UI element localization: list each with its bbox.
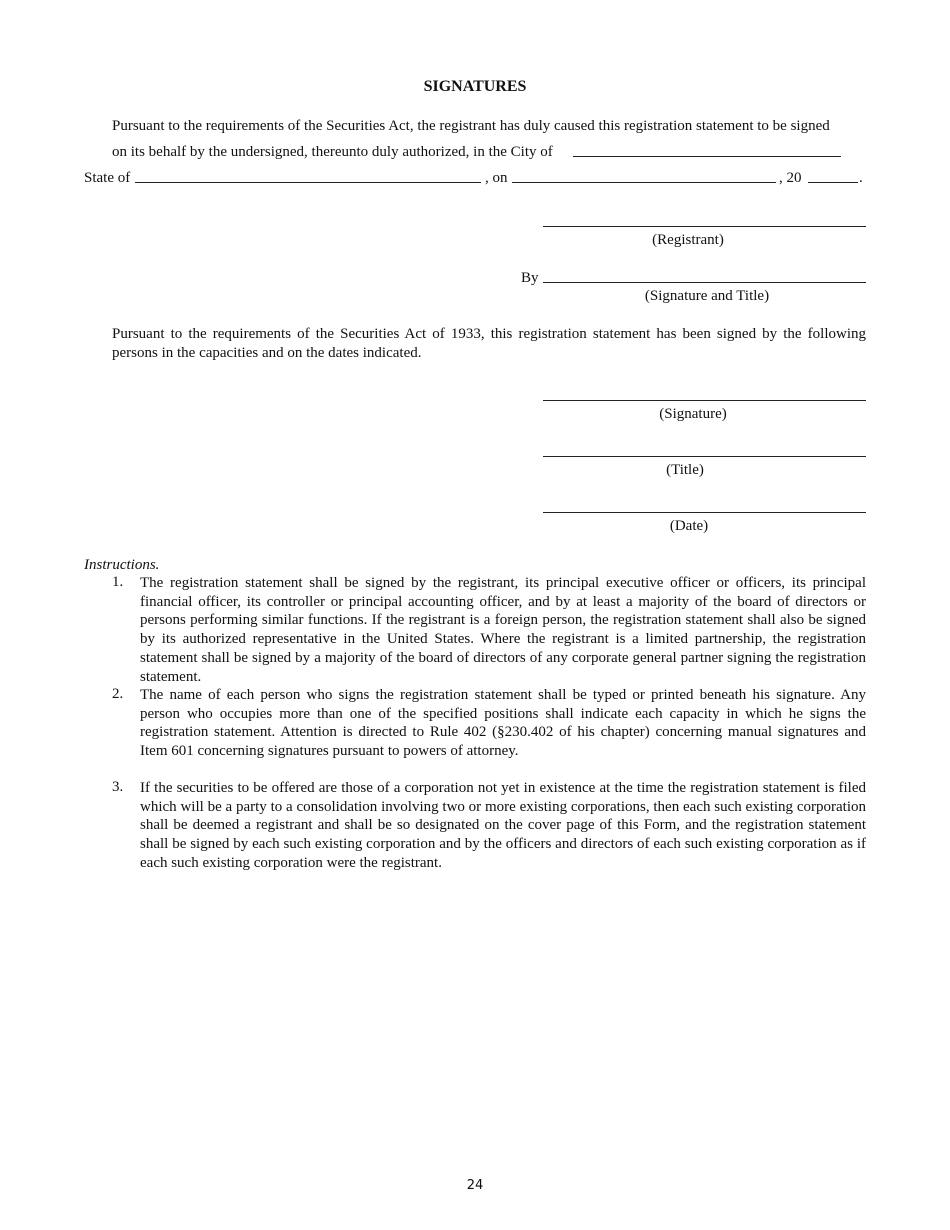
state-label: State of [84,170,131,186]
title-caption: (Title) [666,462,704,478]
intro-line-2: on its behalf by the undersigned, thereunto duly authorized, in the City of [112,144,553,160]
period: . [859,170,863,186]
intro-line-1: Pursuant to the requirements of the Securities Act, the registrant has duly caused this registration statement to be signed [112,118,830,134]
signature-and-title-caption: (Signature and Title) [644,288,770,304]
on-label: , on [485,170,508,186]
signature-and-title-line[interactable] [543,282,866,283]
second-paragraph: Pursuant to the requirements of the Securities Act of 1933, this registration statement has been signed by the following persons in the capacities and on the dates indicated. [112,326,866,361]
by-label: By [521,270,539,286]
instruction-text: The name of each person who signs the registration statement shall be typed or printed beneath his signature. Any person who occupies more than one of the specified positions shall indicate each capacity in which he signs the registration statement. Attention is directed to Rule 402 (§230.402 of his chapter) concerning manual signatures and Item 601 concerning signatures pursuant to powers of attorney. [140,687,866,760]
date-caption: (Date) [669,518,709,534]
signature-line[interactable] [543,400,866,401]
page-title: SIGNATURES [423,78,527,95]
title-line[interactable] [543,456,866,457]
date-field[interactable] [512,182,776,183]
city-field[interactable] [573,156,841,157]
page-number: 24 [466,1178,484,1193]
instruction-number: 2. [112,686,124,702]
instruction-number: 3. [112,779,124,795]
instruction-text: The registration statement shall be signed by the registrant, its principal executive officer or officers, its principal financial officer, its controller or principal accounting officer, and by at least a majority of the board of directors or persons performing similar functions. If the registrant is a foreign person, the registration statement shall also be signed by its authorized representative in the United States. Where the registrant is a limited partnership, the registration statement shall be signed by a majority of the board of directors of any corporate general partner signing the registration statement. [140,575,866,685]
year-label: , 20 [779,170,802,186]
instructions-heading: Instructions. [84,557,160,573]
state-field[interactable] [135,182,481,183]
instruction-text: If the securities to be offered are those of a corporation not yet in existence at the time the registration statement is filed which will be a party to a consolidation involving two or more existing corporations, then each such existing corporation shall be deemed a registrant and shall be so designated on the cover page of this Form, and the registration statement shall be signed by each such existing corporation and by the officers and directors of each such existing corporation as if each such existing corporation were the registrant. [140,780,866,871]
date-line[interactable] [543,512,866,513]
registrant-caption: (Registrant) [652,232,724,248]
year-field[interactable] [808,182,858,183]
signature-caption: (Signature) [659,406,727,422]
instruction-number: 1. [112,574,124,590]
registrant-line[interactable] [543,226,866,227]
